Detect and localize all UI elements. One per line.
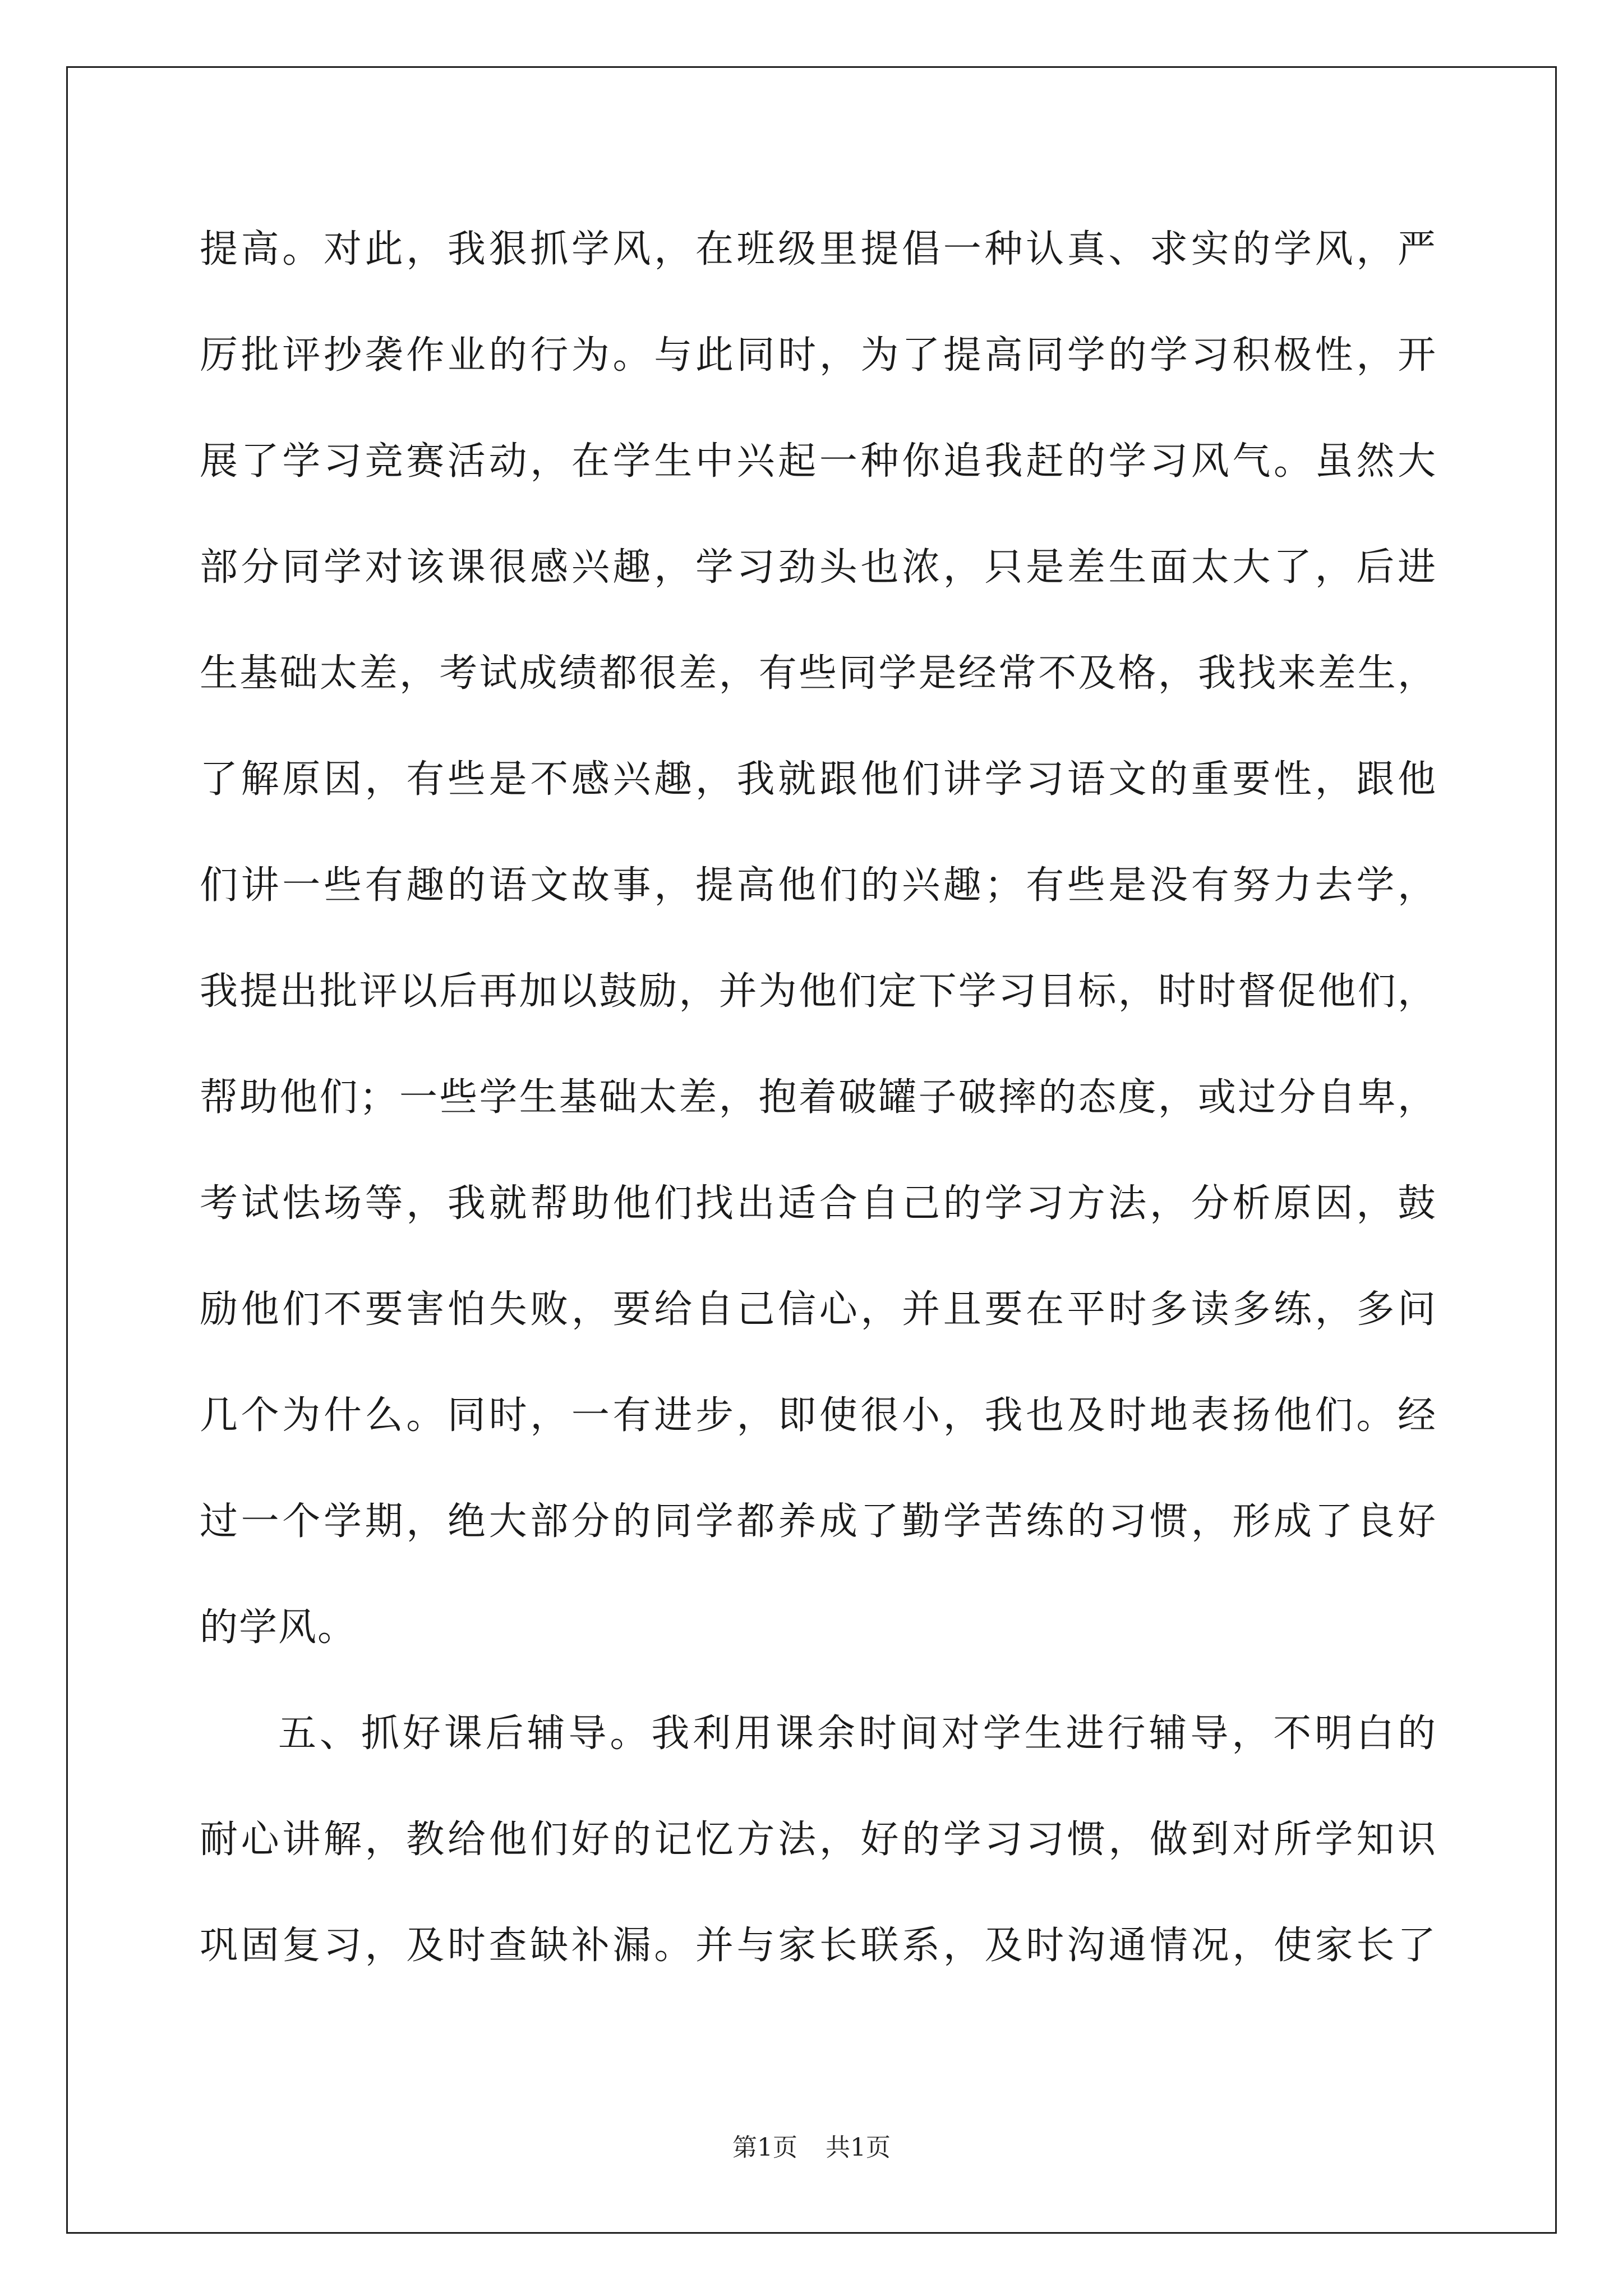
text-line: 提高。对此，我狠抓学风，在班级里提倡一种认真、求实的学风，严 <box>200 227 1437 272</box>
text-line: 们讲一些有趣的语文故事，提高他们的兴趣；有些是没有努力去学， <box>200 863 1437 908</box>
text-line: 巩固复习，及时查缺补漏。并与家长联系，及时沟通情况，使家长了 <box>200 1924 1437 1968</box>
text-line: 我提出批评以后再加以鼓励，并为他们定下学习目标，时时督促他们， <box>200 969 1437 1014</box>
text-line: 励他们不要害怕失败，要给自己信心，并且要在平时多读多练，多问 <box>200 1287 1437 1332</box>
text-line: 展了学习竞赛活动，在学生中兴起一种你追我赶的学习风气。虽然大 <box>200 439 1437 484</box>
page-footer <box>0 2127 1623 2163</box>
text-line: 考试怯场等，我就帮助他们找出适合自己的学习方法，分析原因，鼓 <box>200 1181 1437 1226</box>
text-line: 了解原因，有些是不感兴趣，我就跟他们讲学习语文的重要性，跟他 <box>200 757 1437 802</box>
text-line: 生基础太差，考试成绩都很差，有些同学是经常不及格，我找来差生， <box>200 651 1437 696</box>
text-line: 耐心讲解，教给他们好的记忆方法，好的学习习惯，做到对所学知识 <box>200 1818 1437 1862</box>
text-line: 厉批评抄袭作业的行为。与此同时，为了提高同学的学习积极性，开 <box>200 333 1437 378</box>
text-line: 五、抓好课后辅导。我利用课余时间对学生进行辅导，不明白的 <box>278 1711 1437 1756</box>
text-line: 帮助他们；一些学生基础太差，抱着破罐子破摔的态度，或过分自卑， <box>200 1075 1437 1120</box>
paragraph-2 <box>200 1681 1437 1999</box>
text-line: 部分同学对该课很感兴趣，学习劲头也浓，只是差生面太大了，后进 <box>200 545 1437 590</box>
text-line: 的学风。 <box>200 1605 357 1650</box>
page-number-current: 第1页 <box>732 2133 797 2162</box>
text-line: 几个为什么。同时，一有进步，即使很小，我也及时地表扬他们。经 <box>200 1393 1437 1438</box>
paragraph-1 <box>200 196 1437 1681</box>
page-number-total: 共1页 <box>826 2133 891 2162</box>
text-line: 过一个学期，绝大部分的同学都养成了勤学苦练的习惯，形成了良好 <box>200 1499 1437 1544</box>
document-body <box>200 196 1437 1999</box>
